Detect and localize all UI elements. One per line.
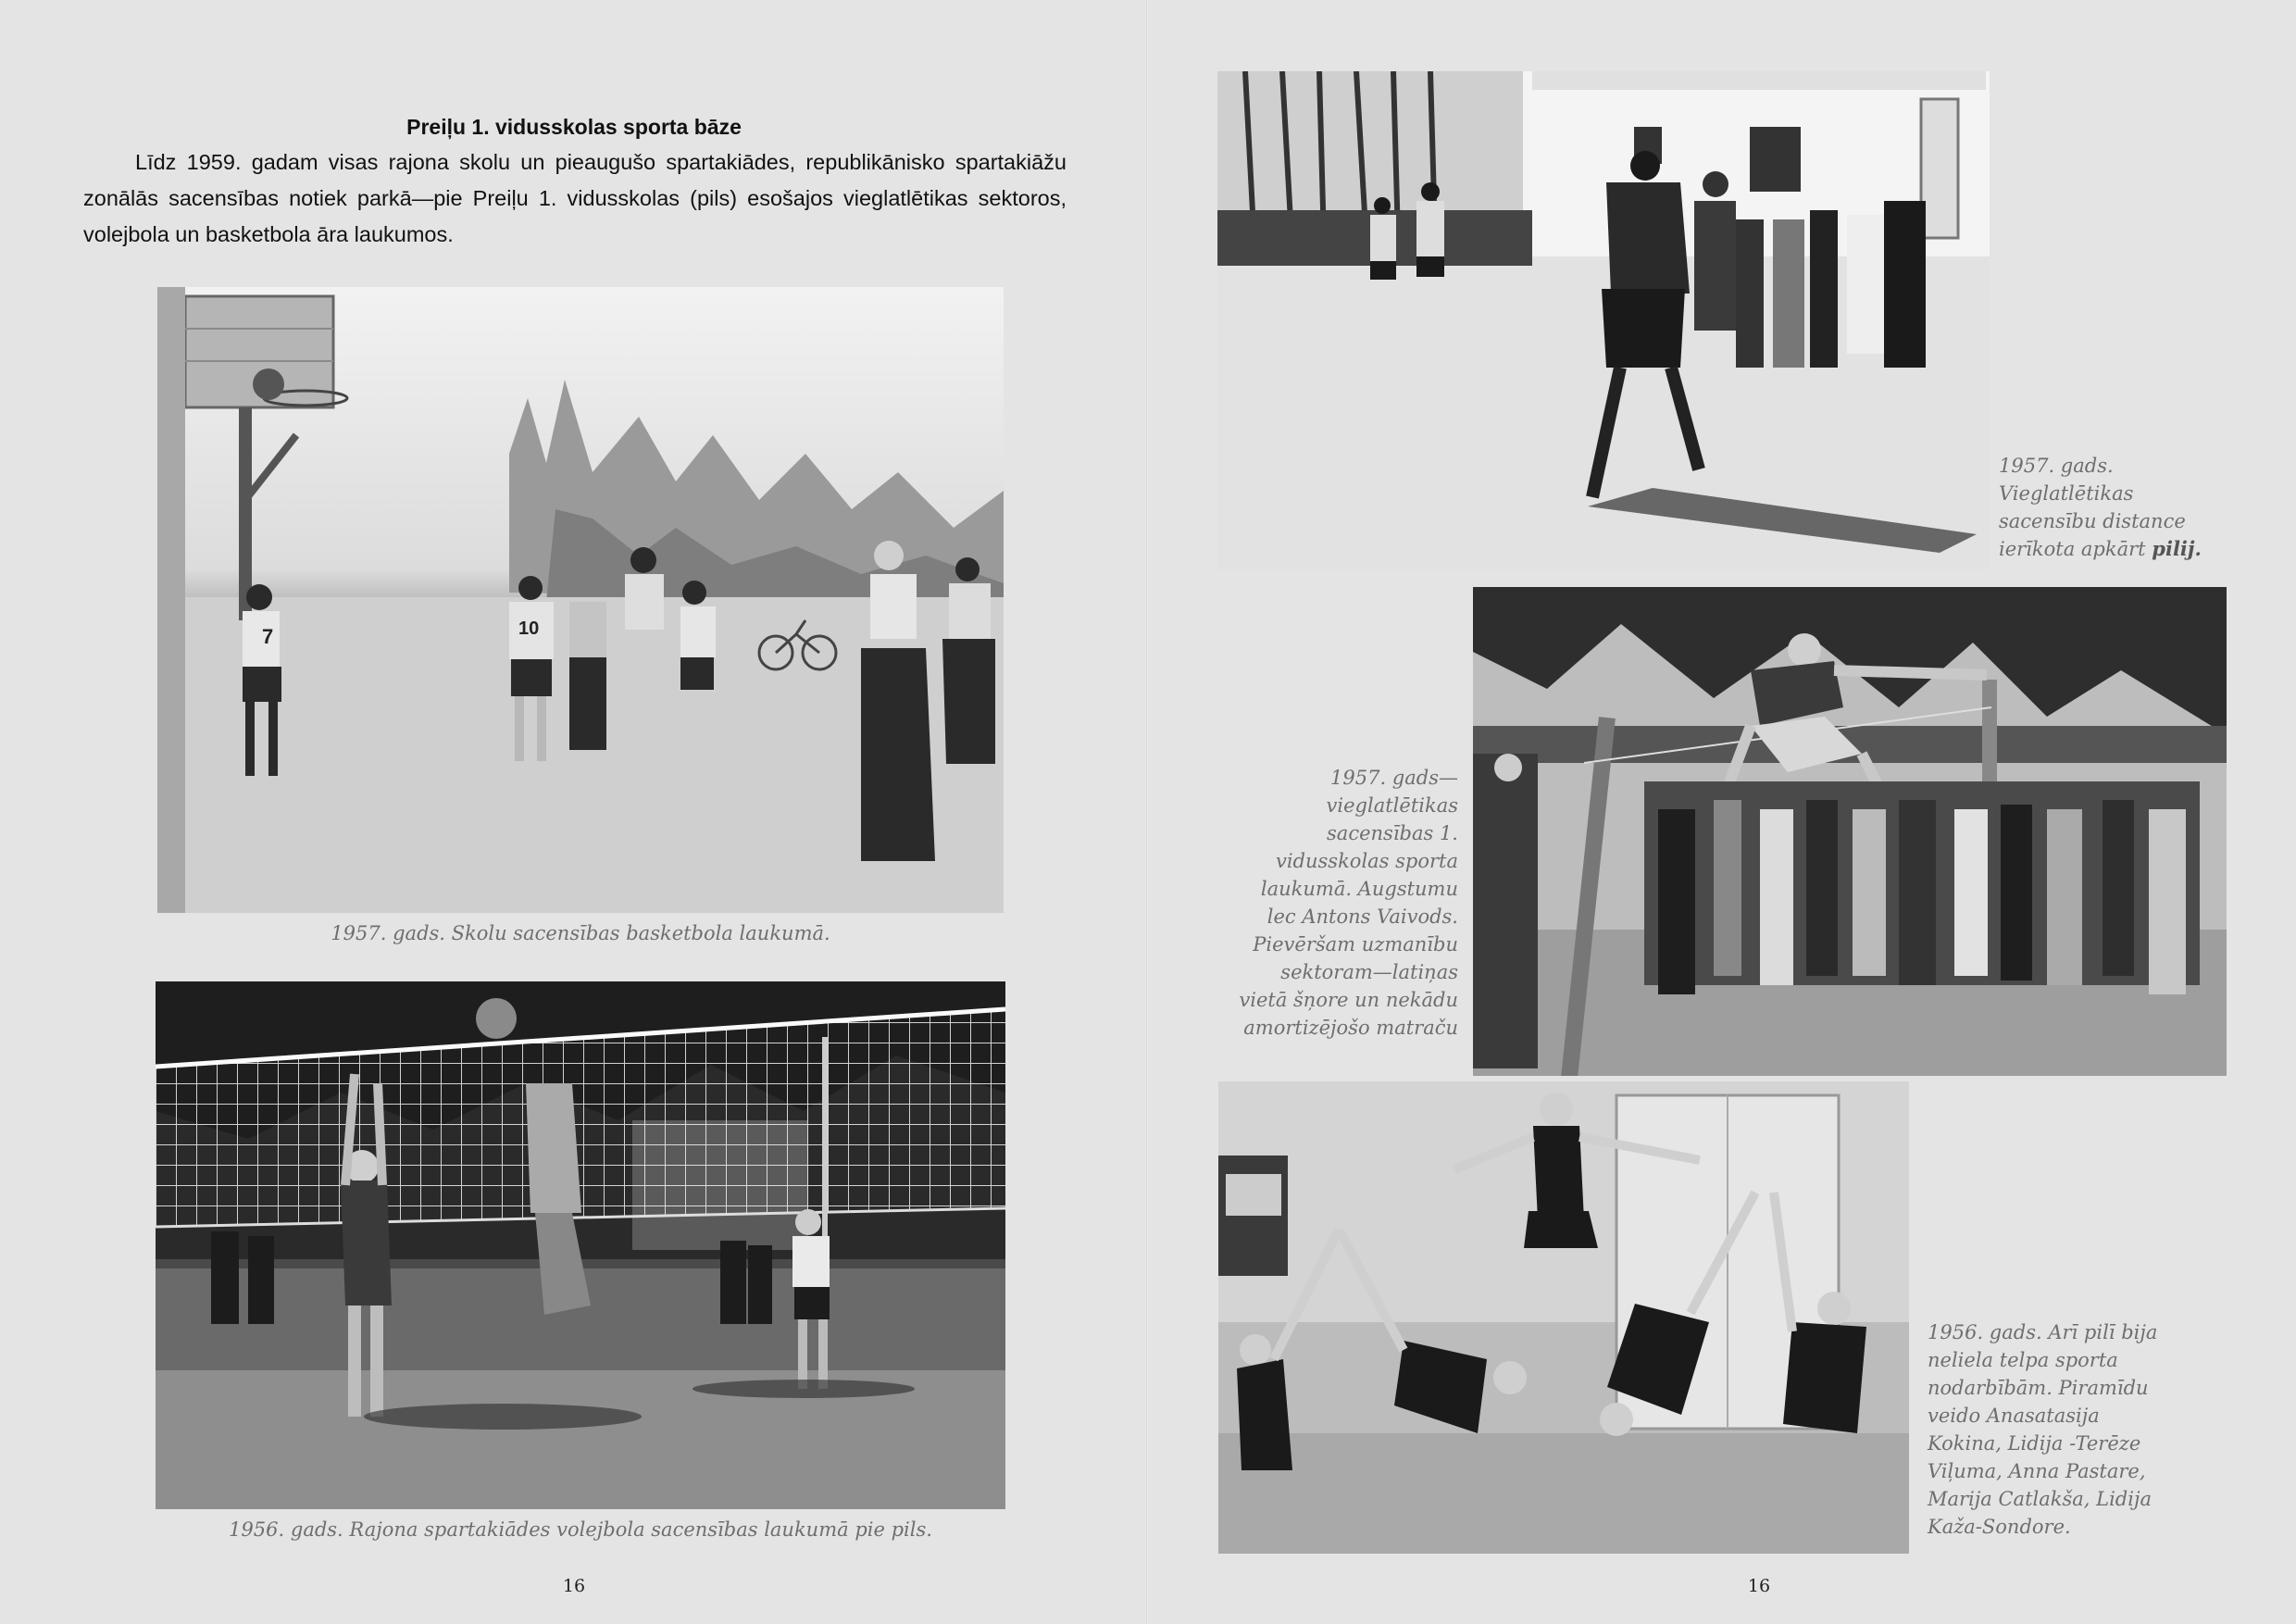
running-caption-main: 1957. gads. Vieglatlētikas sacensību distance ierīkota apkārt <box>1999 455 2186 560</box>
page-title: Preiļu 1. vidusskolas sporta bāze <box>406 115 742 139</box>
basketball-photo <box>157 287 1004 913</box>
volleyball-photo <box>156 981 1005 1509</box>
jersey-number-10: 10 <box>518 618 540 639</box>
pyramid-caption: 1956. gads. Arī pilī bija neliela telpa sporta nodarbībām. Piramīdu veido Anasatasija Kokina, Lidija -Terēze Viļuma, Anna Pastare, Marija Catlakša, Lidija Kaža-Sondore. <box>1928 1321 2158 1538</box>
running-caption-bold: pilij. <box>2152 537 2202 560</box>
basketball-caption: 1957. gads. Skolu sacensības basketbola laukumā. <box>331 922 830 944</box>
highjump-photo <box>1473 587 2227 1076</box>
volleyball-caption: 1956. gads. Rajona spartakiādes volejbola sacensības laukumā pie pils. <box>229 1518 932 1541</box>
intro-paragraph: Līdz 1959. gadam visas rajona skolu un pieaugušo spartakiādes, republikānisko spartakiāžu zonālās sacensības notiek parkā—pie Preiļu 1. vidusskolas (pils) esošajos vieglatlētikas sektoros, volejbola un basketbola āra laukumos. <box>83 150 1067 246</box>
page-number-left: 16 <box>562 1576 586 1596</box>
right-page <box>1148 0 2296 1624</box>
jersey-number-7: 7 <box>262 625 274 648</box>
highjump-caption: 1957. gads— vieglatlētikas sacensības 1. vidusskolas sporta laukumā. Augstumu lec Antons Vaivods. Pievēršam uzmanību sektoram—latiņas vietā šņore un nekādu amortizējošo matraču <box>1239 767 1458 1039</box>
running-photo <box>1217 71 1990 569</box>
running-caption <box>1999 452 2207 563</box>
page-number-right: 16 <box>1747 1576 1771 1596</box>
pyramid-photo <box>1218 1081 1909 1554</box>
